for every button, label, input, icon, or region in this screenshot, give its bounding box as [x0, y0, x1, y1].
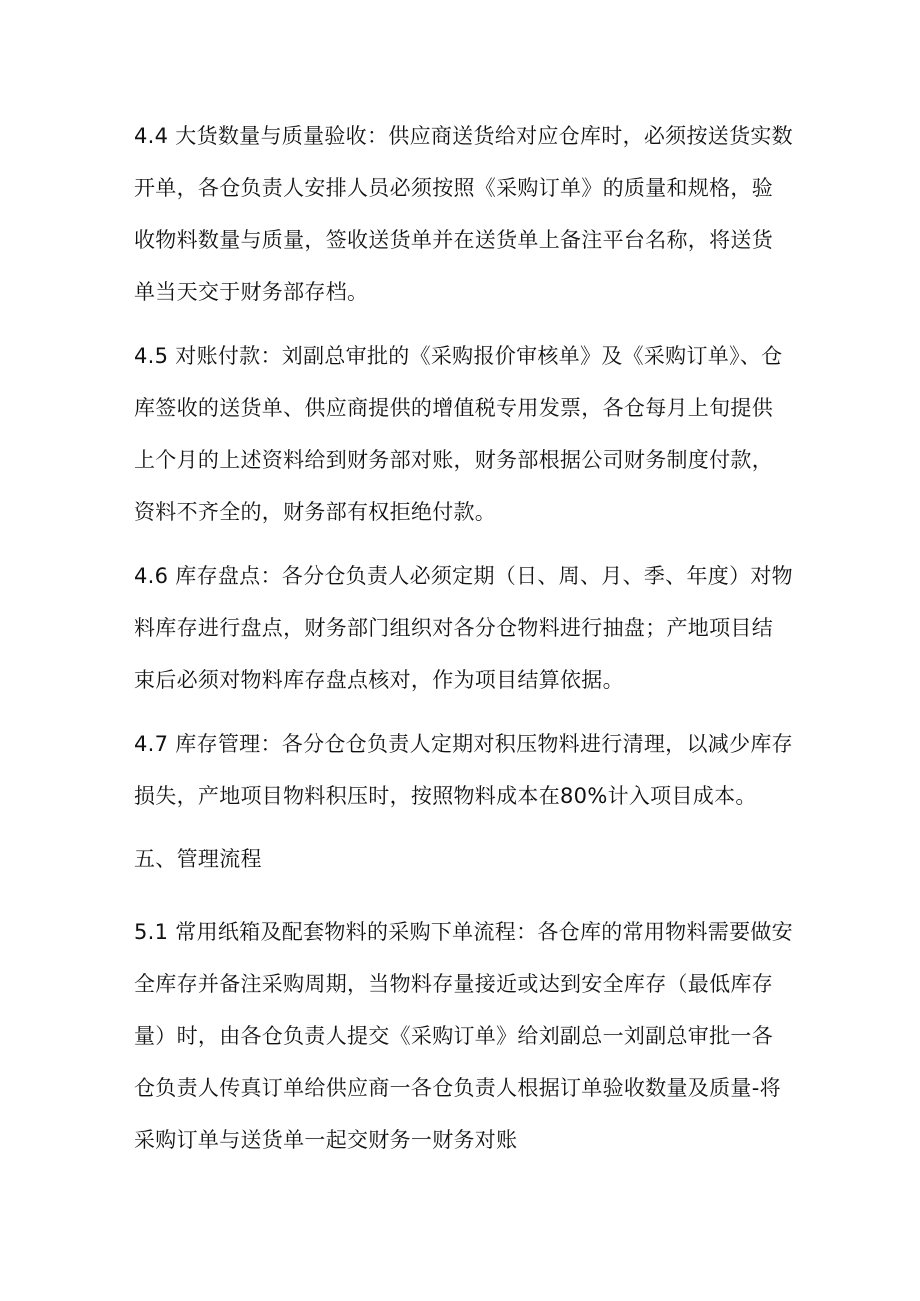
section-4-6-paragraph: 4.6 库存盘点：各分仓负责人必须定期（日、周、月、季、年度）对物料库存进行盘点，财务部门组织对各分仓物料进行抽盘；产地项目结束后必须对物料库存盘点核对，作为项目结算依据。: [134, 564, 793, 692]
section-4-5-paragraph: 4.5 对账付款：刘副总审批的《采购报价审核单》及《采购订单》、仓库签收的送货单、供应商提供的增值税专用发票，各仓每月上旬提供上个月的上述资料给到财务部对账，财务部根据公司财务制度付款，资料不齐全的，财务部有权拒绝付款。: [134, 344, 783, 524]
section-4-4-paragraph: 4.4 大货数量与质量验收：供应商送货给对应仓库时，必须按送货实数开单，各仓负责人安排人员必须按照《采购订单》的质量和规格，验收物料数量与质量，签收送货单并在送货单上备注平台名称，将送货单当天交于财务部存档。: [134, 124, 793, 304]
section-5-heading: 五、管理流程: [134, 847, 262, 871]
section-5-1-paragraph: 5.1 常用纸箱及配套物料的采购下单流程：各仓库的常用物料需要做安全库存并备注采购周期，当物料存量接近或达到安全库存（最低库存量）时，由各仓负责人提交《采购订单》给刘副总一刘副总审批一各仓负责人传真订单给供应商一各仓负责人根据订单验收数量及质量-将采购订单与送货单一起交财务一财务对账: [134, 920, 793, 1152]
section-4-7-paragraph: 4.7 库存管理：各分仓仓负责人定期对积压物料进行清理，以减少库存损失，产地项目物料积压时，按照物料成本在80%计入项目成本。: [134, 732, 793, 808]
